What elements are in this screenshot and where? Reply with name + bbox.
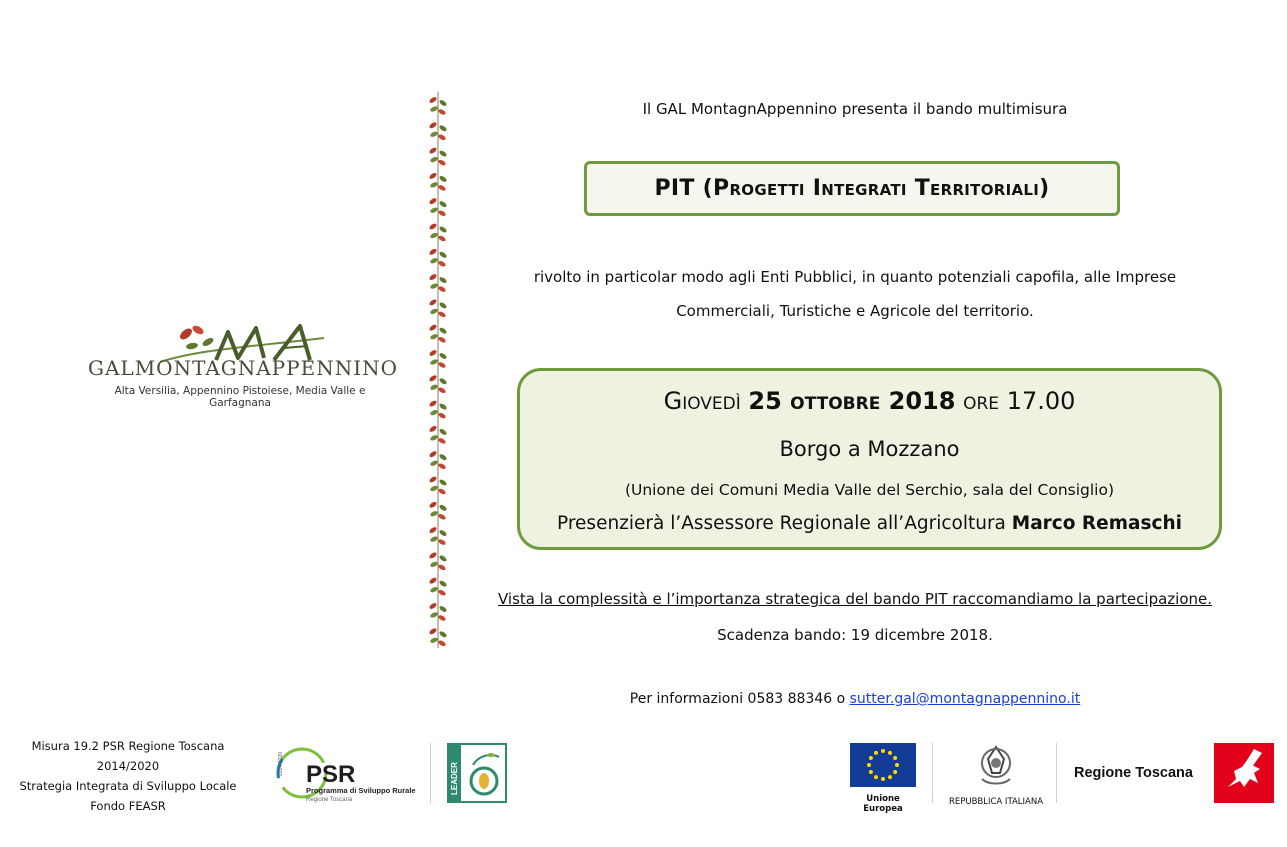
event-place: Borgo a Mozzano: [779, 437, 960, 461]
event-box: [517, 368, 1222, 550]
eu-star: [869, 756, 873, 760]
eu-star: [888, 775, 892, 779]
intro-text: Il GAL MontagnAppennino presenta il bando multimisura: [642, 100, 1068, 118]
pegasus-icon: [1214, 743, 1274, 803]
gal-name: GALMONTAGNAPPENNINO: [88, 356, 398, 380]
italy-logo: [948, 743, 1044, 807]
gal-subtitle: Alta Versilia, Appennino Pistoiese, Media Valle e Garfagnana: [114, 385, 366, 409]
guest-name: Marco Remaschi: [1011, 513, 1182, 534]
leader-text: LEADER: [450, 762, 459, 795]
vine-decoration: [426, 92, 450, 648]
eu-star: [895, 763, 899, 767]
eu-star: [893, 756, 897, 760]
divider: [932, 743, 933, 803]
eu-star: [874, 775, 878, 779]
deadline-text: Scadenza bando: 19 dicembre 2018.: [717, 626, 993, 644]
title-box: [584, 161, 1120, 216]
target-line-2: Commerciali, Turistiche e Agricole del territorio.: [676, 302, 1034, 320]
guest-prefix: Presenzierà l’Assessore Regionale all’Agricoltura: [557, 513, 1006, 534]
psr-region: Regione Toscana: [306, 797, 353, 803]
eu-flag-icon: [848, 743, 918, 789]
info-line: [470, 691, 1240, 707]
eu-star: [888, 751, 892, 755]
eu-star: [893, 770, 897, 774]
eu-star: [874, 751, 878, 755]
footer-line-3: Fondo FEASR: [90, 799, 166, 813]
eu-star: [881, 749, 885, 753]
target-line-1: rivolto in particolar modo agli Enti Pubblici, in quanto potenziali capofila, alle Imprese: [533, 268, 1177, 286]
recommendation-text: Vista la complessità e l’importanza strategica del bando PIT raccomandiamo la partecipazione.: [497, 590, 1213, 608]
event-day: Giovedì: [663, 387, 741, 415]
event-date-value: 25 ottobre 2018: [748, 387, 956, 415]
eu-label: Unione Europea: [863, 794, 903, 814]
footer-line-2: Strategia Integrata di Sviluppo Locale: [19, 779, 237, 793]
eu-star: [881, 777, 885, 781]
event-time: 17.00: [1006, 387, 1076, 415]
event-date: [520, 387, 1219, 415]
bando-title: PIT (Progetti Integrati Territoriali): [654, 176, 1050, 201]
italian-emblem-icon: [948, 743, 1044, 789]
footer-text: [0, 736, 256, 816]
region-label: Regione Toscana: [1074, 765, 1193, 781]
eu-star: [869, 770, 873, 774]
divider: [430, 743, 431, 803]
psr-logo: [276, 742, 416, 804]
event-venue: (Unione dei Comuni Media Valle del Serchio, sala del Consiglio): [624, 481, 1115, 499]
eu-star: [867, 763, 871, 767]
event-guest: [520, 513, 1219, 534]
psr-name: Programma di Sviluppo Rurale: [306, 786, 416, 795]
email-link[interactable]: sutter.gal@montagnappennino.it: [849, 691, 1081, 707]
italy-label: REPUBBLICA ITALIANA: [948, 797, 1044, 807]
eu-logo: [848, 743, 918, 814]
footer-line-1: Misura 19.2 PSR Regione Toscana 2014/2020: [31, 739, 225, 773]
leader-logo: [447, 743, 507, 803]
regione-toscana-logo: [1066, 743, 1276, 805]
psr-years: 2014-2020: [278, 752, 284, 776]
psr-mark: PSR: [306, 761, 356, 788]
info-prefix: Per informazioni 0583 88346 o: [629, 691, 846, 707]
divider: [1056, 743, 1057, 803]
event-time-prefix: ore: [963, 387, 1000, 415]
